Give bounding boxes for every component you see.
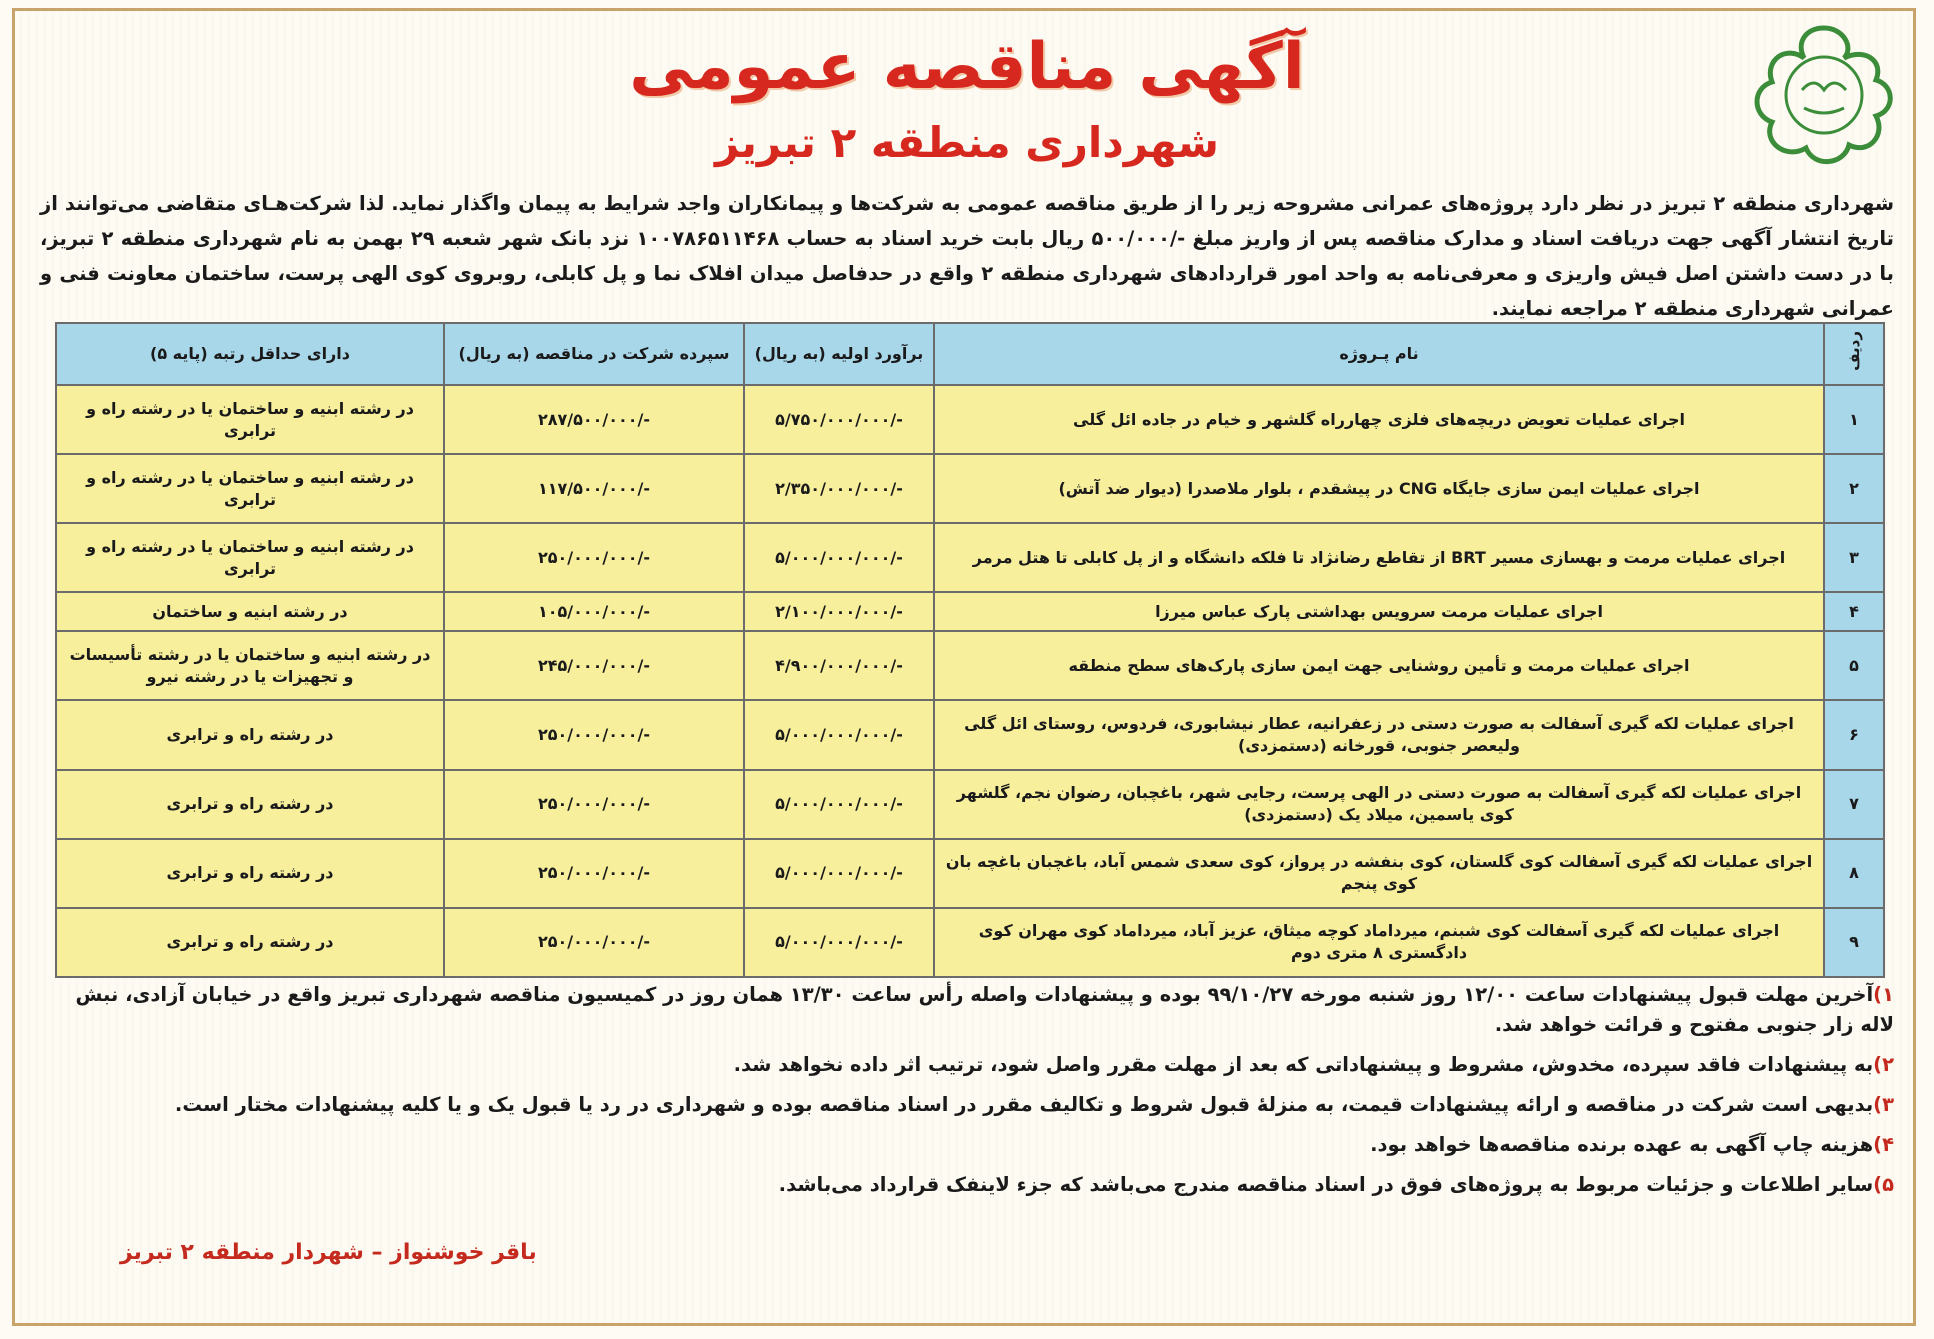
deposit-cell: -/۲۴۵/۰۰۰/۰۰۰ <box>444 631 744 700</box>
note-text: هزینه چاپ آگهی به عهده برنده مناقصه‌ها خواهد بود. <box>1370 1133 1874 1156</box>
note-number: ۲) <box>1873 1053 1894 1076</box>
estimate-cell: -/۵/۰۰۰/۰۰۰/۰۰۰ <box>744 523 934 592</box>
grade-cell: در رشته ابنیه و ساختمان <box>56 592 444 631</box>
table-row <box>56 908 1884 977</box>
grade-cell: در رشته ابنیه و ساختمان یا در رشته راه و ترابری <box>56 454 444 523</box>
project-name-cell: اجرای عملیات ایمن سازی جایگاه CNG در پیشقدم ، بلوار ملاصدرا (دیوار ضد آتش) <box>934 454 1824 523</box>
grade-cell: در رشته ابنیه و ساختمان یا در رشته راه و ترابری <box>56 385 444 454</box>
table-row <box>56 385 1884 454</box>
deposit-cell: -/۲۵۰/۰۰۰/۰۰۰ <box>444 908 744 977</box>
signature: باقر خوشنواز – شهردار منطقه ۲ تبریز <box>120 1240 537 1265</box>
grade-cell: در رشته راه و ترابری <box>56 839 444 908</box>
note-text: به پیشنهادات فاقد سپرده، مخدوش، مشروط و پیشنهاداتی که بعد از مهلت مقرر واصل شود، ترتیب اثر داده نخواهد شد. <box>733 1053 1874 1076</box>
table-row <box>56 592 1884 631</box>
project-name-cell: اجرای عملیات لکه گیری آسفالت کوی شبنم، میرداماد کوچه میثاق، عزیز آباد، میرداماد کوی مهران کوی دادگستری ۸ متری دوم <box>934 908 1824 977</box>
grade-cell: در رشته ابنیه و ساختمان یا در رشته راه و ترابری <box>56 523 444 592</box>
project-name-cell: اجرای عملیات تعویض دریچه‌های فلزی چهارراه گلشهر و خیام در جاده ائل گلی <box>934 385 1824 454</box>
intro-paragraph: شهرداری منطقه ۲ تبریز در نظر دارد پروژه‌های عمرانی مشروحه زیر را از طریق مناقصه عمومی به شرکت‌ها و پیمانکاران واجد شرایط به پیمان واگذار نماید. لذا شرکت‌هـای متقاضی می‌توانند از تاریخ انتشار آگهی جهت دریافت اسناد و مدارک مناقصه پس از واریز مبلغ -/۵۰۰/۰۰۰ ریال بابت خرید اسناد به حساب ۱۰۰۷۸۶۵۱۱۴۶۸ نزد بانک شهر شعبه ۲۹ بهمن به نام شهرداری منطقه ۲ تبریز، با در دست داشتن اصل فیش واریزی و معرفی‌نامه به واحد امور قراردادهای شهرداری منطقه ۲ واقع در حدفاصل میدان افلاک نما و پل کابلی، روبروی کوی الهی پرست، ساختمان معاونت فنی و عمرانی شهرداری منطقه ۲ مراجعه نمایند. <box>40 192 1895 320</box>
note-text: بدیهی است شرکت در مناقصه و ارائه پیشنهادات قیمت، به منزلهٔ قبول شروط و تکالیف مقرر در اسناد مناقصه بوده و شهرداری در رد یا قبول یک و یا کلیه پیشنهادات مختار است. <box>174 1093 1874 1116</box>
table-row <box>56 770 1884 839</box>
note-number: ۳) <box>1873 1093 1894 1116</box>
estimate-cell: -/۵/۰۰۰/۰۰۰/۰۰۰ <box>744 770 934 839</box>
project-name-cell: اجرای عملیات مرمت و بهسازی مسیر BRT از تقاطع رضانژاد تا فلکه دانشگاه و از پل کابلی تا هتل مرمر <box>934 523 1824 592</box>
deposit-cell: -/۲۸۷/۵۰۰/۰۰۰ <box>444 385 744 454</box>
table-row <box>56 454 1884 523</box>
row-number-cell: ۳ <box>1824 523 1884 592</box>
grade-cell: در رشته راه و ترابری <box>56 700 444 769</box>
note-text: سایر اطلاعات و جزئیات مربوط به پروژه‌های فوق در اسناد مناقصه مندرج می‌باشد که جزء لاینفک قرارداد می‌باشد. <box>778 1173 1874 1196</box>
project-name-cell: اجرای عملیات لکه گیری آسفالت کوی گلستان، کوی بنفشه در پرواز، کوی سعدی شمس آباد، باغچبان باغچه بان کوی پنجم <box>934 839 1824 908</box>
header-grade: دارای حداقل رتبه (پایه ۵) <box>56 323 444 385</box>
notes-list <box>40 980 1894 1210</box>
header-row-number: ردیف <box>1824 323 1884 385</box>
ad-title: آگهی مناقصه عمومی <box>629 30 1305 104</box>
deposit-cell: -/۲۵۰/۰۰۰/۰۰۰ <box>444 839 744 908</box>
table-header-row <box>56 323 1884 385</box>
project-name-cell: اجرای عملیات مرمت سرویس بهداشتی پارک عباس میرزا <box>934 592 1824 631</box>
note-number: ۱) <box>1873 983 1894 1006</box>
note-item <box>40 1170 1894 1200</box>
deposit-cell: -/۱۰۵/۰۰۰/۰۰۰ <box>444 592 744 631</box>
note-item <box>40 1130 1894 1160</box>
ad-subtitle: شهرداری منطقه ۲ تبریز <box>715 118 1219 167</box>
row-number-cell: ۷ <box>1824 770 1884 839</box>
deposit-cell: -/۲۵۰/۰۰۰/۰۰۰ <box>444 700 744 769</box>
note-text: آخرین مهلت قبول پیشنهادات ساعت ۱۲/۰۰ روز شنبه مورخه ۹۹/۱۰/۲۷ بوده و پیشنهادات واصله رأس ساعت ۱۳/۳۰ همان روز در کمیسیون مناقصه شهرداری تبریز واقع در خیابان آزادی، نبش لاله زار جنوبی مفتوح و قرائت خواهد شد. <box>75 983 1894 1036</box>
estimate-cell: -/۲/۳۵۰/۰۰۰/۰۰۰ <box>744 454 934 523</box>
estimate-cell: -/۲/۱۰۰/۰۰۰/۰۰۰ <box>744 592 934 631</box>
row-number-cell: ۹ <box>1824 908 1884 977</box>
note-number: ۵) <box>1873 1173 1894 1196</box>
project-name-cell: اجرای عملیات لکه گیری آسفالت به صورت دستی در الهی پرست، رجایی شهر، باغچبان، رضوان نجم، گلشهر کوی یاسمین، میلاد یک (دستمزدی) <box>934 770 1824 839</box>
estimate-cell: -/۴/۹۰۰/۰۰۰/۰۰۰ <box>744 631 934 700</box>
row-number-cell: ۱ <box>1824 385 1884 454</box>
header-project-name: نام پـروژه <box>934 323 1824 385</box>
row-number-cell: ۲ <box>1824 454 1884 523</box>
table-row <box>56 631 1884 700</box>
row-number-cell: ۸ <box>1824 839 1884 908</box>
header-estimate: برآورد اولیه (به ریال) <box>744 323 934 385</box>
row-number-cell: ۴ <box>1824 592 1884 631</box>
deposit-cell: -/۲۵۰/۰۰۰/۰۰۰ <box>444 523 744 592</box>
deposit-cell: -/۱۱۷/۵۰۰/۰۰۰ <box>444 454 744 523</box>
estimate-cell: -/۵/۰۰۰/۰۰۰/۰۰۰ <box>744 700 934 769</box>
grade-cell: در رشته ابنیه و ساختمان یا در رشته تأسیسات و تجهیزات یا در رشته نیرو <box>56 631 444 700</box>
grade-cell: در رشته راه و ترابری <box>56 770 444 839</box>
row-number-cell: ۶ <box>1824 700 1884 769</box>
grade-cell: در رشته راه و ترابری <box>56 908 444 977</box>
estimate-cell: -/۵/۷۵۰/۰۰۰/۰۰۰ <box>744 385 934 454</box>
note-number: ۴) <box>1873 1133 1894 1156</box>
project-name-cell: اجرای عملیات مرمت و تأمین روشنایی جهت ایمن سازی پارک‌های سطح منطقه <box>934 631 1824 700</box>
estimate-cell: -/۵/۰۰۰/۰۰۰/۰۰۰ <box>744 839 934 908</box>
row-number-cell: ۵ <box>1824 631 1884 700</box>
table-row <box>56 839 1884 908</box>
note-item <box>40 1050 1894 1080</box>
deposit-cell: -/۲۵۰/۰۰۰/۰۰۰ <box>444 770 744 839</box>
note-item <box>40 1090 1894 1120</box>
projects-table <box>55 322 1885 978</box>
note-item <box>40 980 1894 1040</box>
project-name-cell: اجرای عملیات لکه گیری آسفالت به صورت دستی در زعفرانیه، عطار نیشابوری، فردوس، روستای ائل گلی ولیعصر جنوبی، قورخانه (دستمزدی) <box>934 700 1824 769</box>
header-deposit: سپرده شرکت در مناقصه (به ریال) <box>444 323 744 385</box>
table-row <box>56 523 1884 592</box>
table-row <box>56 700 1884 769</box>
estimate-cell: -/۵/۰۰۰/۰۰۰/۰۰۰ <box>744 908 934 977</box>
